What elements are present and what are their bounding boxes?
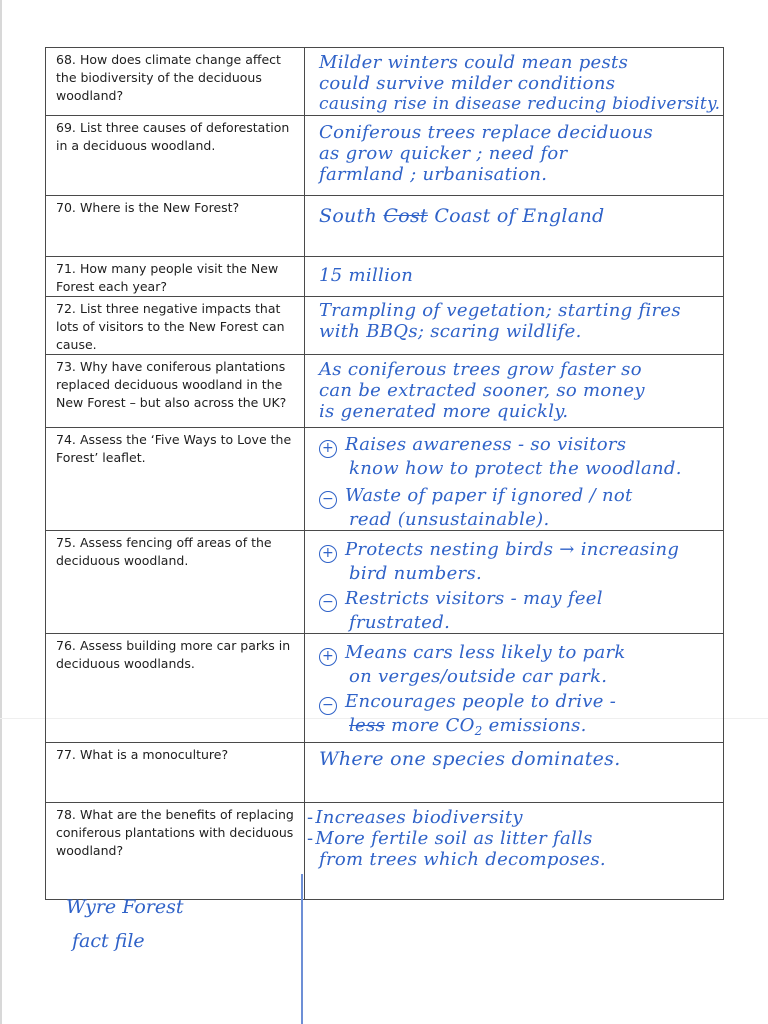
question-text: What are the benefits of replacing coniferous plantations with deciduous woodland? — [56, 807, 294, 858]
handwritten-footnote — [66, 890, 184, 958]
answer-line: with BBQs; scaring wildlife. — [319, 321, 582, 342]
plus-circle-icon: + — [319, 440, 337, 458]
bullet-dash: - — [307, 807, 314, 828]
pro-line: Means cars less likely to park — [345, 642, 626, 663]
con-line: Restricts visitors - may feel — [345, 588, 603, 609]
con-line: Encourages people to drive - — [345, 691, 617, 712]
pro-line: bird numbers. — [349, 563, 483, 584]
question-cell — [46, 743, 305, 803]
con-line: more CO — [391, 715, 475, 736]
answer-line: farmland ; urbanisation. — [319, 164, 548, 185]
question-cell — [46, 116, 305, 196]
question-number: 74. — [56, 432, 76, 447]
question-number: 76. — [56, 638, 76, 653]
question-number: 77. — [56, 747, 76, 762]
answer-cell[interactable] — [305, 257, 724, 297]
pro-line: Protects nesting birds → increasing — [345, 539, 680, 560]
table-row — [46, 48, 724, 116]
question-text: List three negative impacts that lots of visitors to the New Forest can cause. — [56, 301, 285, 352]
answer-line: Where one species dominates. — [319, 748, 621, 770]
answer-cell[interactable] — [305, 428, 724, 531]
pro-line: Raises awareness - so visitors — [345, 434, 627, 455]
answer-cell[interactable] — [305, 355, 724, 428]
question-cell — [46, 257, 305, 297]
question-cell — [46, 803, 305, 900]
minus-circle-icon: − — [319, 697, 337, 715]
question-text: Assess the ‘Five Ways to Love the Forest’ leaflet. — [56, 432, 292, 465]
question-number: 68. — [56, 52, 76, 67]
answer-cell[interactable] — [305, 116, 724, 196]
answer-line: 15 million — [319, 265, 414, 286]
page-edge — [0, 0, 2, 1024]
plus-circle-icon: + — [319, 648, 337, 666]
question-number: 69. — [56, 120, 76, 135]
question-text: How many people visit the New Forest each year? — [56, 261, 279, 294]
question-number: 71. — [56, 261, 76, 276]
table-row — [46, 257, 724, 297]
table-row — [46, 531, 724, 634]
question-number: 70. — [56, 200, 76, 215]
question-cell — [46, 634, 305, 743]
question-number: 72. — [56, 301, 76, 316]
table-row — [46, 634, 724, 743]
column-divider-extension — [301, 874, 303, 1024]
minus-circle-icon: − — [319, 491, 337, 509]
question-number: 75. — [56, 535, 76, 550]
question-cell — [46, 196, 305, 257]
table-row — [46, 297, 724, 355]
answer-line: could survive milder conditions — [319, 73, 616, 94]
question-text: Why have coniferous plantations replaced deciduous woodland in the New Forest – but also across the UK? — [56, 359, 287, 410]
answer-line: can be extracted sooner, so money — [319, 380, 645, 401]
answer-line: as grow quicker ; need for — [319, 143, 568, 164]
table-row — [46, 196, 724, 257]
answer-cell[interactable] — [305, 297, 724, 355]
pro-line: know how to protect the woodland. — [349, 458, 682, 479]
con-line: frustrated. — [349, 612, 451, 633]
answer-line: from trees which decomposes. — [319, 849, 606, 870]
answer-line: As coniferous trees grow faster so — [319, 359, 642, 380]
answer-line: Trampling of vegetation; starting fires — [319, 300, 681, 321]
answer-line: Increases biodiversity — [315, 807, 523, 828]
answer-line: More fertile soil as litter falls — [315, 828, 593, 849]
question-cell — [46, 355, 305, 428]
question-cell — [46, 531, 305, 634]
question-number: 78. — [56, 807, 76, 822]
table-row — [46, 116, 724, 196]
plus-circle-icon: + — [319, 545, 337, 563]
question-text: What is a monoculture? — [80, 747, 229, 762]
question-cell — [46, 297, 305, 355]
question-text: Assess building more car parks in deciduous woodlands. — [56, 638, 291, 671]
table-row — [46, 428, 724, 531]
table-row — [46, 803, 724, 900]
answer-line: Milder winters could mean pests — [319, 52, 629, 73]
question-cell — [46, 428, 305, 531]
answer-cell[interactable] — [305, 803, 724, 900]
answer-cell[interactable] — [305, 48, 724, 116]
question-text: List three causes of deforestation in a deciduous woodland. — [56, 120, 290, 153]
answer-line: is generated more quickly. — [319, 401, 569, 422]
con-line: read (unsustainable). — [349, 509, 550, 530]
question-cell — [46, 48, 305, 116]
con-line: emissions. — [482, 715, 587, 736]
question-number: 73. — [56, 359, 76, 374]
answer-line: Coniferous trees replace deciduous — [319, 122, 654, 143]
table-row — [46, 743, 724, 803]
answer-text: South — [319, 205, 378, 227]
answer-line: causing rise in disease reducing biodiversity. — [319, 94, 721, 114]
question-text: Assess fencing off areas of the deciduous woodland. — [56, 535, 272, 568]
answer-cell[interactable] — [305, 196, 724, 257]
crossed-out-text: Cost — [383, 205, 428, 227]
con-line: Waste of paper if ignored / not — [345, 485, 633, 506]
footnote-line: Wyre Forest — [66, 896, 184, 918]
footnote-line: fact file — [72, 930, 145, 952]
question-text: How does climate change affect the biodiversity of the deciduous woodland? — [56, 52, 281, 103]
answer-cell[interactable] — [305, 634, 724, 743]
bullet-dash: - — [307, 828, 314, 849]
answer-text: Coast of England — [434, 205, 605, 227]
answer-cell[interactable] — [305, 531, 724, 634]
minus-circle-icon: − — [319, 594, 337, 612]
crossed-out-text: less — [349, 715, 386, 736]
question-answer-table — [45, 47, 724, 900]
table-row — [46, 355, 724, 428]
subscript-text: 2 — [474, 724, 483, 738]
answer-cell[interactable] — [305, 743, 724, 803]
pro-line: on verges/outside car park. — [349, 666, 608, 687]
question-text: Where is the New Forest? — [80, 200, 240, 215]
